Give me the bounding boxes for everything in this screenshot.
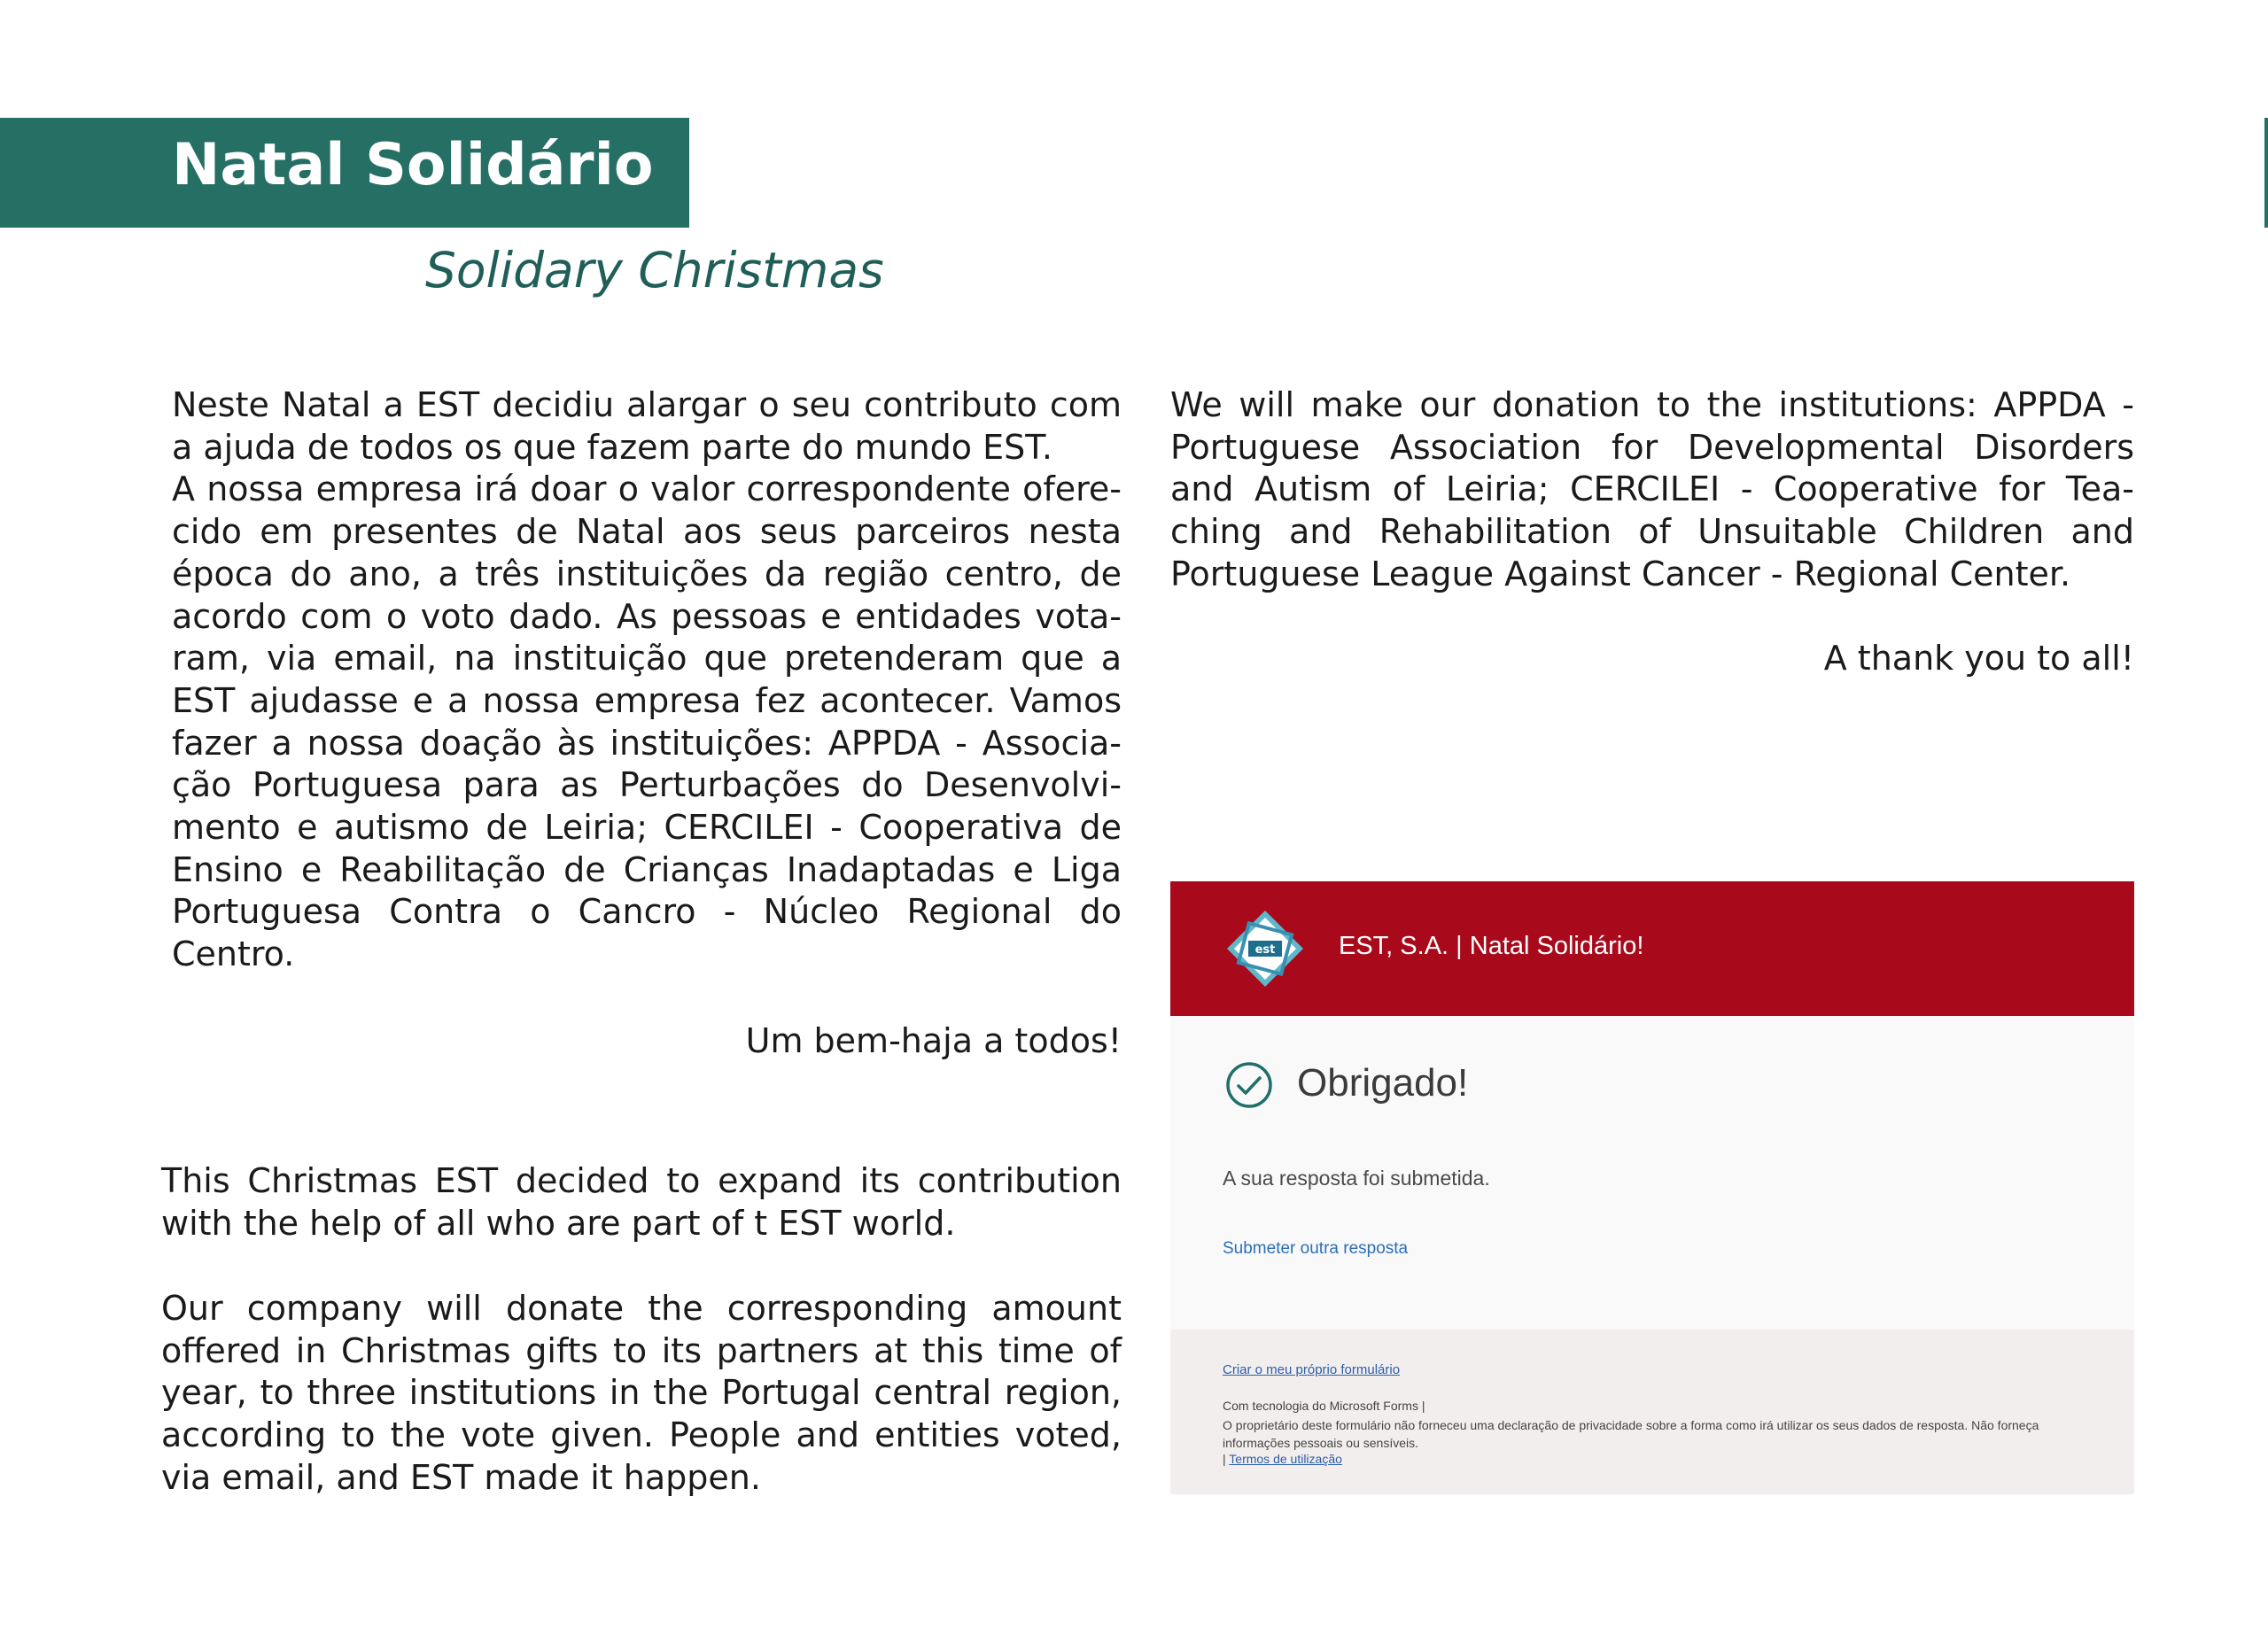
pt-line: A nossa empresa irá doar o valor correspondente ofere- xyxy=(172,469,1122,509)
en-line: We will make our donation to the institutions: APPDA - xyxy=(1170,385,2134,424)
en-line: Our company will donate the corresponding amount xyxy=(161,1289,1122,1328)
terms-line xyxy=(1223,1450,1342,1468)
create-form-link[interactable]: Criar o meu próprio formulário xyxy=(1223,1362,1401,1377)
svg-text:est: est xyxy=(1254,943,1276,957)
pt-line: cido em presentes de Natal aos seus parceiros nesta xyxy=(172,512,1122,552)
en-line: with the help of all who are part of t EST world. xyxy=(161,1203,956,1243)
en-line: via email, and EST made it happen. xyxy=(161,1457,761,1497)
pt-line: Centro. xyxy=(172,934,295,974)
pt-line: fazer a nossa doação às instituições: APPDA - Associa- xyxy=(172,723,1122,763)
privacy-notice: O proprietário deste formulário não forneceu uma declaração de privacidade sobre a forma como irá utilizar os seus dados de resposta. Não forneça informações pessoais ou sensíveis. xyxy=(1223,1418,2039,1450)
thanks-heading: Obrigado! xyxy=(1297,1061,1469,1105)
en-line: Portuguese League Against Cancer - Regional Center. xyxy=(1170,554,2071,593)
submitted-message: A sua resposta foi submetida. xyxy=(1223,1167,1490,1190)
en-line: ching and Rehabilitation of Unsuitable Children and xyxy=(1170,512,2134,552)
pt-line: acordo com o voto dado. As pessoas e entidades vota- xyxy=(172,596,1122,636)
form-title: EST, S.A. | Natal Solidário! xyxy=(1339,932,1644,960)
en-line: and Autism of Leiria; CERCILEI - Cooperative for Tea- xyxy=(1170,469,2134,509)
pt-line: Neste Natal a EST decidiu alargar o seu contributo com xyxy=(172,385,1122,424)
en-line: offered in Christmas gifts to its partners at this time of xyxy=(161,1330,1122,1370)
powered-by-text: Com tecnologia do Microsoft Forms | xyxy=(1223,1399,1425,1413)
pt-line: Portuguesa Contra o Cancro - Núcleo Regional do xyxy=(172,892,1122,932)
en-line: This Christmas EST decided to expand its contribution xyxy=(161,1161,1122,1200)
pt-paragraph xyxy=(172,384,1122,976)
en-paragraph-2 xyxy=(161,1288,1122,1500)
terms-link[interactable]: Termos de utilização xyxy=(1229,1452,1342,1466)
pt-line: EST ajudasse e a nossa empresa fez acontecer. Vamos xyxy=(172,680,1122,720)
pt-line: ção Portuguesa para as Perturbações do Desenvolvi- xyxy=(172,765,1122,805)
est-logo-icon xyxy=(1225,909,1305,989)
pt-line: ram, via email, na instituição que pretenderam que a xyxy=(172,639,1122,678)
edge-accent xyxy=(2264,118,2268,228)
terms-separator: | xyxy=(1223,1452,1226,1466)
page-subtitle: Solidary Christmas xyxy=(425,242,884,299)
pt-line: Ensino e Reabilitação de Crianças Inadaptadas e Liga xyxy=(172,849,1122,889)
form-header xyxy=(1170,881,2134,1016)
pt-closing: Um bem-haja a todos! xyxy=(745,1021,1122,1060)
check-circle-icon xyxy=(1225,1061,1273,1109)
en-line: according to the vote given. People and entities voted, xyxy=(161,1415,1122,1455)
en-paragraph-3 xyxy=(1170,384,2134,596)
en-line: year, to three institutions in the Portugal central region, xyxy=(161,1373,1122,1413)
submit-another-link[interactable]: Submeter outra resposta xyxy=(1223,1239,1409,1258)
en-paragraph-1 xyxy=(161,1160,1122,1244)
en-line: Portuguese Association for Developmental Disorders xyxy=(1170,427,2134,467)
pt-line: mento e autismo de Leiria; CERCILEI - Cooperativa de xyxy=(172,808,1122,848)
en-closing: A thank you to all! xyxy=(1823,639,2134,678)
forms-screenshot xyxy=(1170,881,2134,1494)
pt-line: época do ano, a três instituições da região centro, de xyxy=(172,554,1122,593)
pt-line: a ajuda de todos os que fazem parte do mundo EST. xyxy=(172,427,1053,467)
page-title: Natal Solidário xyxy=(172,132,654,198)
